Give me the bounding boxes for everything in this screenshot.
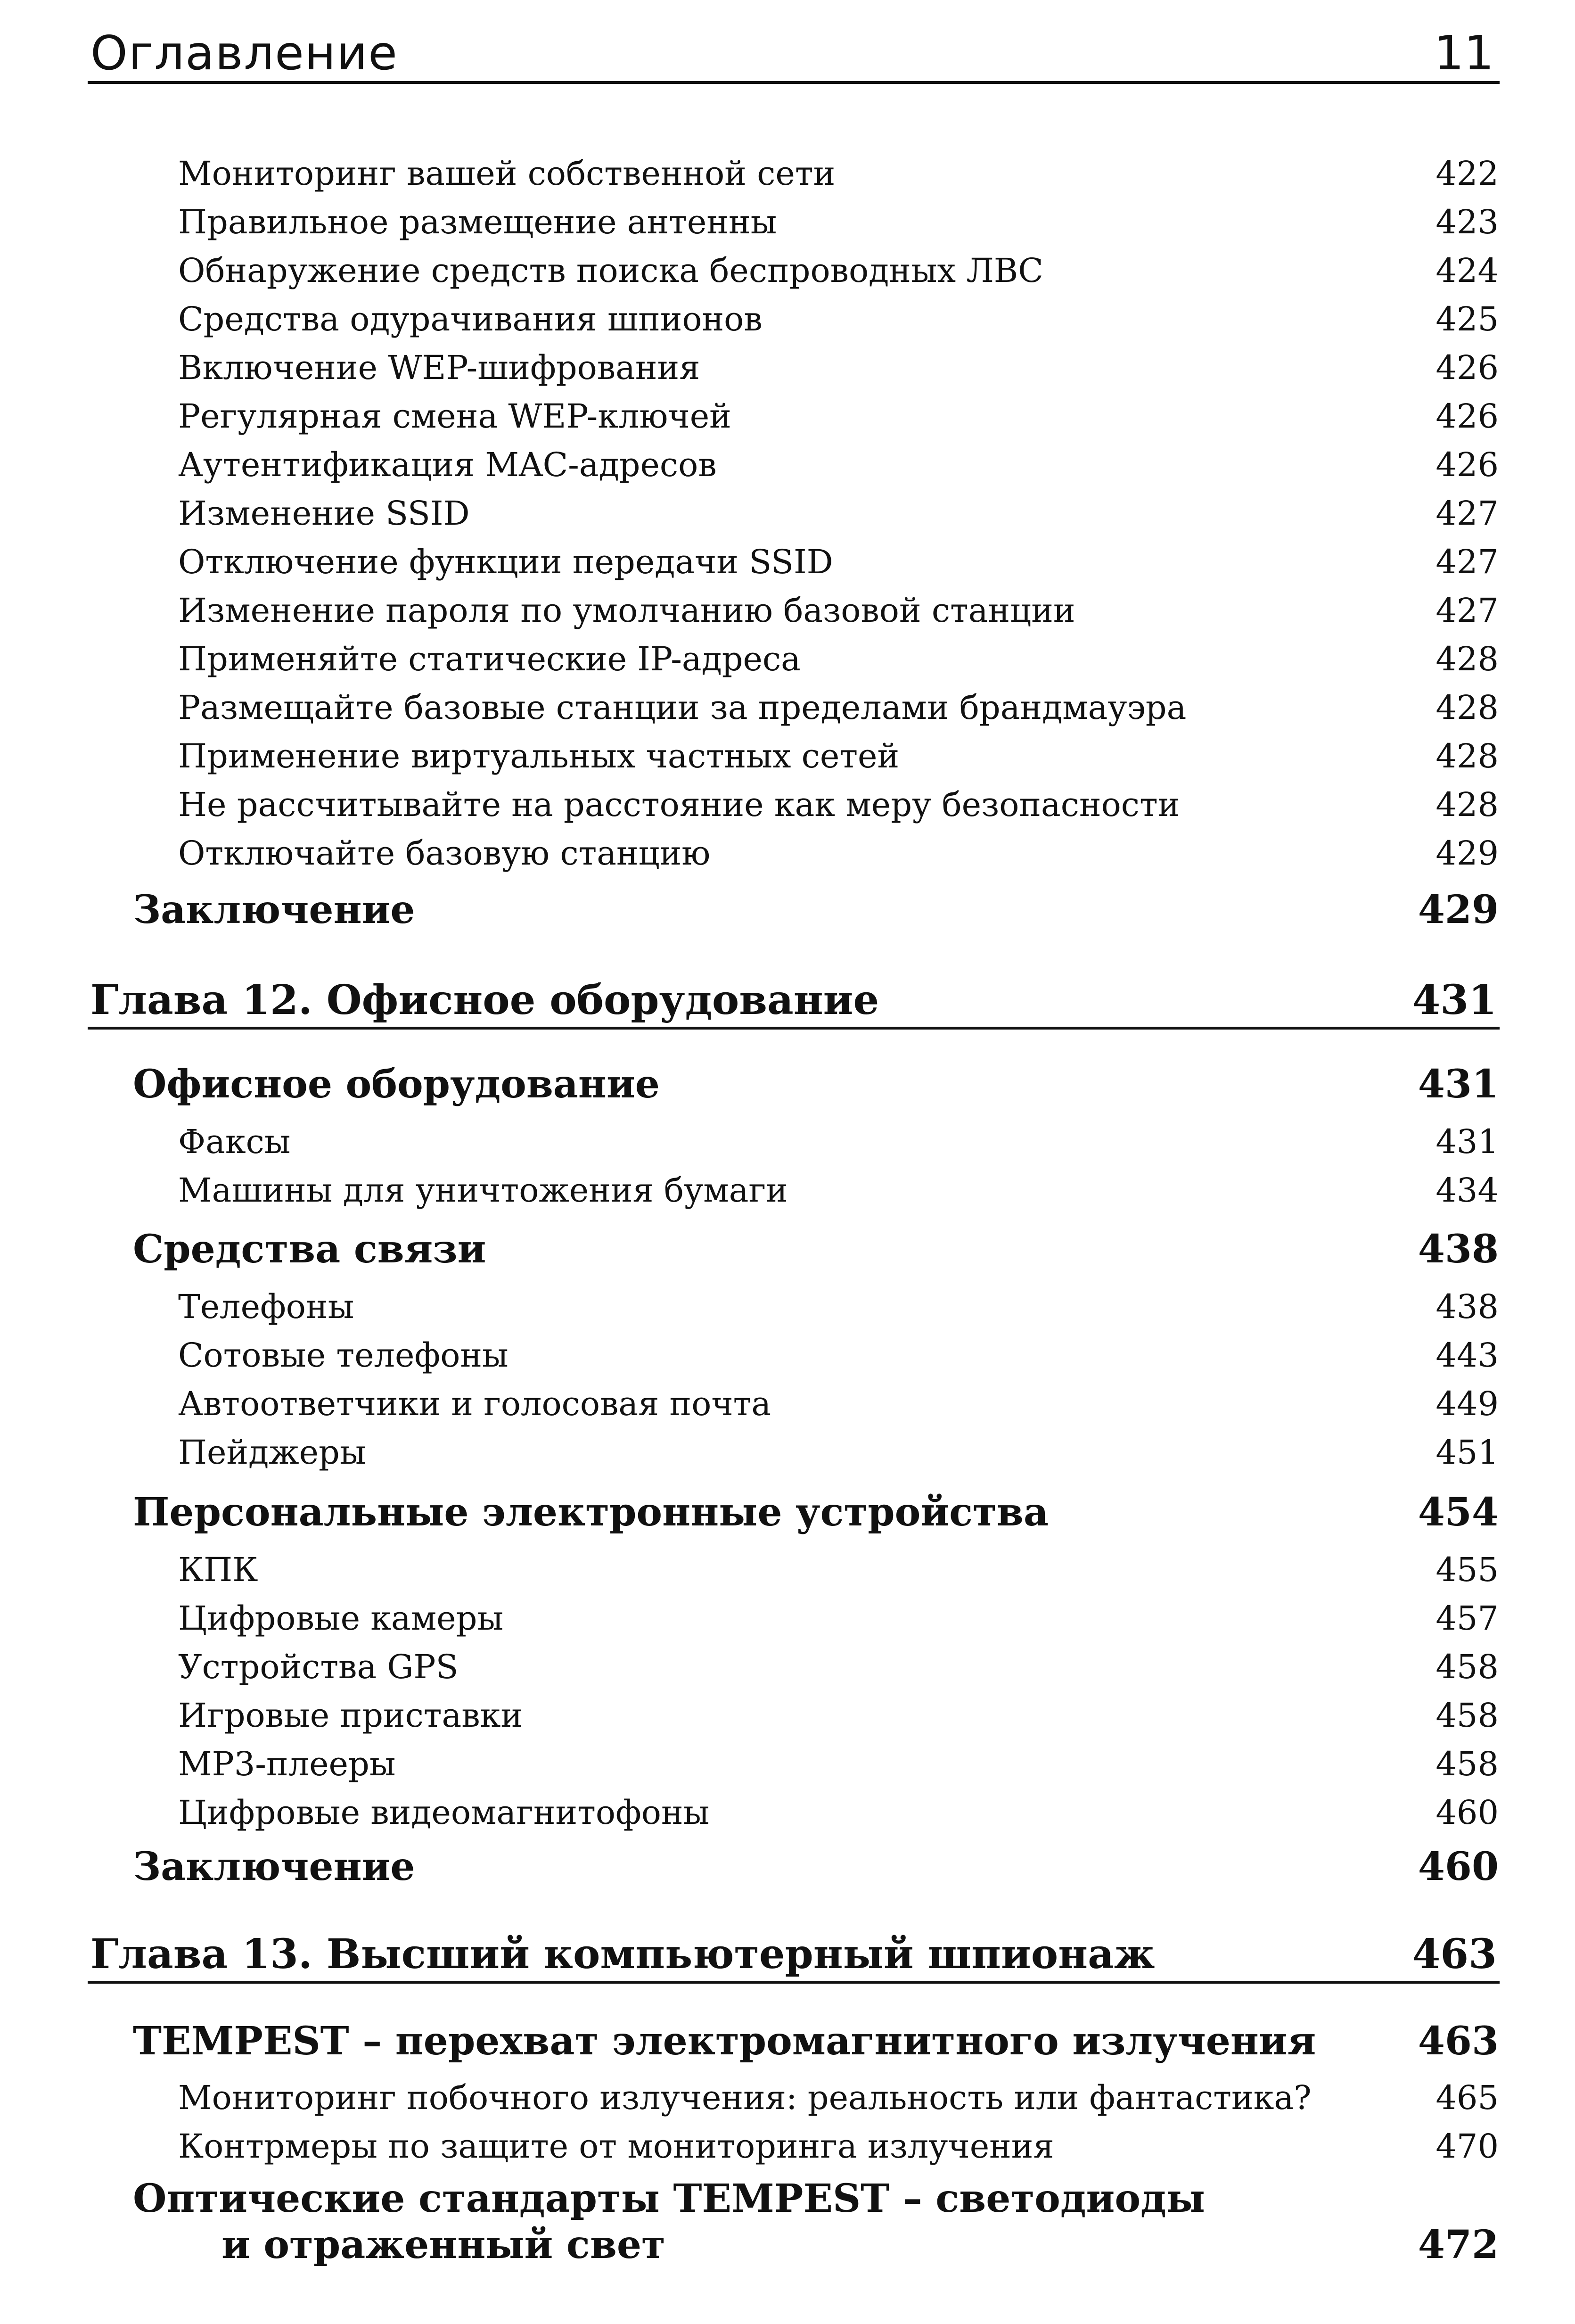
toc-section [0, 1223, 1575, 1276]
entry-page: 424 [1436, 251, 1499, 290]
entry-title: Устройства GPS [178, 1648, 459, 1686]
section-title: Персональные электронные устройства [133, 1490, 1049, 1535]
toc-entry [0, 1789, 1575, 1836]
entry-title: Контрмеры по защите от мониторинга излучения [178, 2127, 1054, 2166]
chapter-page: 463 [1412, 1930, 1497, 1978]
toc-entry [0, 1380, 1575, 1427]
toc-entry [0, 1118, 1575, 1165]
entry-page: 438 [1436, 1287, 1499, 1326]
toc-entry [0, 684, 1575, 731]
toc-entry [0, 635, 1575, 683]
running-title: Оглавление [90, 25, 398, 81]
section-title: TEMPEST – перехват электромагнитного излучения [133, 2019, 1316, 2064]
entry-page: 428 [1436, 640, 1499, 678]
entry-title: Автоответчики и голосовая почта [178, 1385, 771, 1423]
toc-entry [0, 1740, 1575, 1788]
entry-title: Игровые приставки [178, 1696, 523, 1735]
entry-title: Изменение пароля по умолчанию базовой станции [178, 591, 1075, 630]
entry-title: Мониторинг вашей собственной сети [178, 154, 836, 193]
entry-page: 423 [1436, 203, 1499, 241]
chapter-title: Глава 13. Высший компьютерный шпионаж [90, 1930, 1155, 1978]
toc-section [0, 2175, 1575, 2269]
entry-title: Регулярная смена WEP-ключей [178, 397, 731, 436]
entry-title: Пейджеры [178, 1433, 366, 1472]
section-page: 438 [1418, 1227, 1499, 1272]
entry-page: 428 [1436, 688, 1499, 727]
section-title-continuation: и отраженный свет [221, 2222, 665, 2267]
entry-title: Машины для уничтожения бумаги [178, 1171, 788, 1210]
entry-page: 428 [1436, 737, 1499, 775]
entry-title: Применение виртуальных частных сетей [178, 737, 900, 775]
entry-title: Размещайте базовые станции за пределами брандмауэра [178, 688, 1187, 727]
entry-page: 458 [1436, 1648, 1499, 1686]
entry-page: 422 [1436, 154, 1499, 193]
entry-title: Не рассчитывайте на расстояние как меру безопасности [178, 785, 1180, 824]
section-page: 472 [1418, 2222, 1499, 2267]
toc-entry [0, 733, 1575, 780]
section-title: Средства связи [133, 1227, 486, 1272]
toc-entry [0, 490, 1575, 537]
entry-title: Сотовые телефоны [178, 1336, 509, 1375]
section-page: 454 [1418, 1490, 1499, 1535]
entry-title: Факсы [178, 1122, 291, 1161]
entry-page: 455 [1436, 1550, 1499, 1589]
entry-page: 470 [1436, 2127, 1499, 2166]
entry-title: Правильное размещение антенны [178, 203, 777, 241]
toc-entry [0, 781, 1575, 828]
toc-entry [0, 830, 1575, 877]
entry-page: 428 [1436, 785, 1499, 824]
entry-page: 451 [1436, 1433, 1499, 1472]
entry-page: 427 [1436, 543, 1499, 581]
chapter-page: 431 [1412, 976, 1497, 1024]
chapter-title: Глава 12. Офисное оборудование [90, 976, 879, 1024]
toc-entry [0, 1429, 1575, 1476]
entry-page: 427 [1436, 591, 1499, 630]
toc-entry [0, 150, 1575, 197]
section-page: 429 [1418, 887, 1499, 932]
section-title: Офисное оборудование [133, 1062, 660, 1107]
toc-entry [0, 587, 1575, 634]
entry-page: 460 [1436, 1793, 1499, 1832]
entry-title: Средства одурачивания шпионов [178, 300, 763, 338]
header-page-number: 11 [1434, 25, 1494, 81]
toc-entry [0, 1332, 1575, 1379]
toc-section [0, 1840, 1575, 1893]
toc-chapter [88, 1928, 1500, 1984]
toc-section [0, 2015, 1575, 2068]
entry-page: 426 [1436, 445, 1499, 484]
entry-title: Аутентификация MAC-адресов [178, 445, 717, 484]
entry-title: Обнаружение средств поиска беспроводных ЛВС [178, 251, 1043, 290]
toc-entry [0, 1643, 1575, 1690]
entry-page: 431 [1436, 1122, 1499, 1161]
section-page: 463 [1418, 2019, 1499, 2064]
entry-page: 426 [1436, 348, 1499, 387]
entry-title: MP3-плееры [178, 1745, 396, 1783]
entry-page: 457 [1436, 1599, 1499, 1638]
section-title: Заключение [133, 887, 415, 932]
entry-page: 458 [1436, 1696, 1499, 1735]
section-page: 460 [1418, 1844, 1499, 1889]
toc-entry [0, 1595, 1575, 1642]
entry-title: Цифровые камеры [178, 1599, 504, 1638]
entry-page: 427 [1436, 494, 1499, 533]
toc-section [0, 1058, 1575, 1111]
toc-entry [0, 1546, 1575, 1593]
toc-entry [0, 1692, 1575, 1739]
entry-title: Применяйте статические IP-адреса [178, 640, 801, 678]
entry-page: 429 [1436, 834, 1499, 873]
section-page: 431 [1418, 1062, 1499, 1107]
toc-section [0, 883, 1575, 936]
entry-page: 426 [1436, 397, 1499, 436]
toc-entry [0, 344, 1575, 391]
entry-page: 434 [1436, 1171, 1499, 1210]
entry-page: 443 [1436, 1336, 1499, 1375]
entry-page: 449 [1436, 1385, 1499, 1423]
entry-title: Отключайте базовую станцию [178, 834, 711, 873]
running-header [88, 19, 1500, 84]
entry-title: Цифровые видеомагнитофоны [178, 1793, 710, 1832]
toc-entry [0, 393, 1575, 440]
toc-section [0, 1486, 1575, 1539]
entry-title: Включение WEP-шифрования [178, 348, 700, 387]
entry-title: Мониторинг побочного излучения: реальность или фантастика? [178, 2078, 1312, 2117]
toc-entry [0, 2123, 1575, 2170]
toc-entry [0, 1283, 1575, 1330]
toc-entry [0, 198, 1575, 246]
section-title: Заключение [133, 1844, 415, 1889]
entry-title: Телефоны [178, 1287, 354, 1326]
toc-entry [0, 538, 1575, 585]
toc-chapter [88, 974, 1500, 1030]
entry-page: 458 [1436, 1745, 1499, 1783]
entry-title: Отключение функции передачи SSID [178, 543, 833, 581]
toc-entry [0, 1167, 1575, 1214]
toc-entry [0, 247, 1575, 294]
section-title: Оптические стандарты TEMPEST – светодиоды [133, 2176, 1205, 2221]
toc-entry [0, 2074, 1575, 2121]
entry-page: 465 [1436, 2078, 1499, 2117]
entry-title: КПК [178, 1550, 258, 1589]
toc-entry [0, 441, 1575, 488]
toc-entry [0, 296, 1575, 343]
entry-title: Изменение SSID [178, 494, 470, 533]
entry-page: 425 [1436, 300, 1499, 338]
